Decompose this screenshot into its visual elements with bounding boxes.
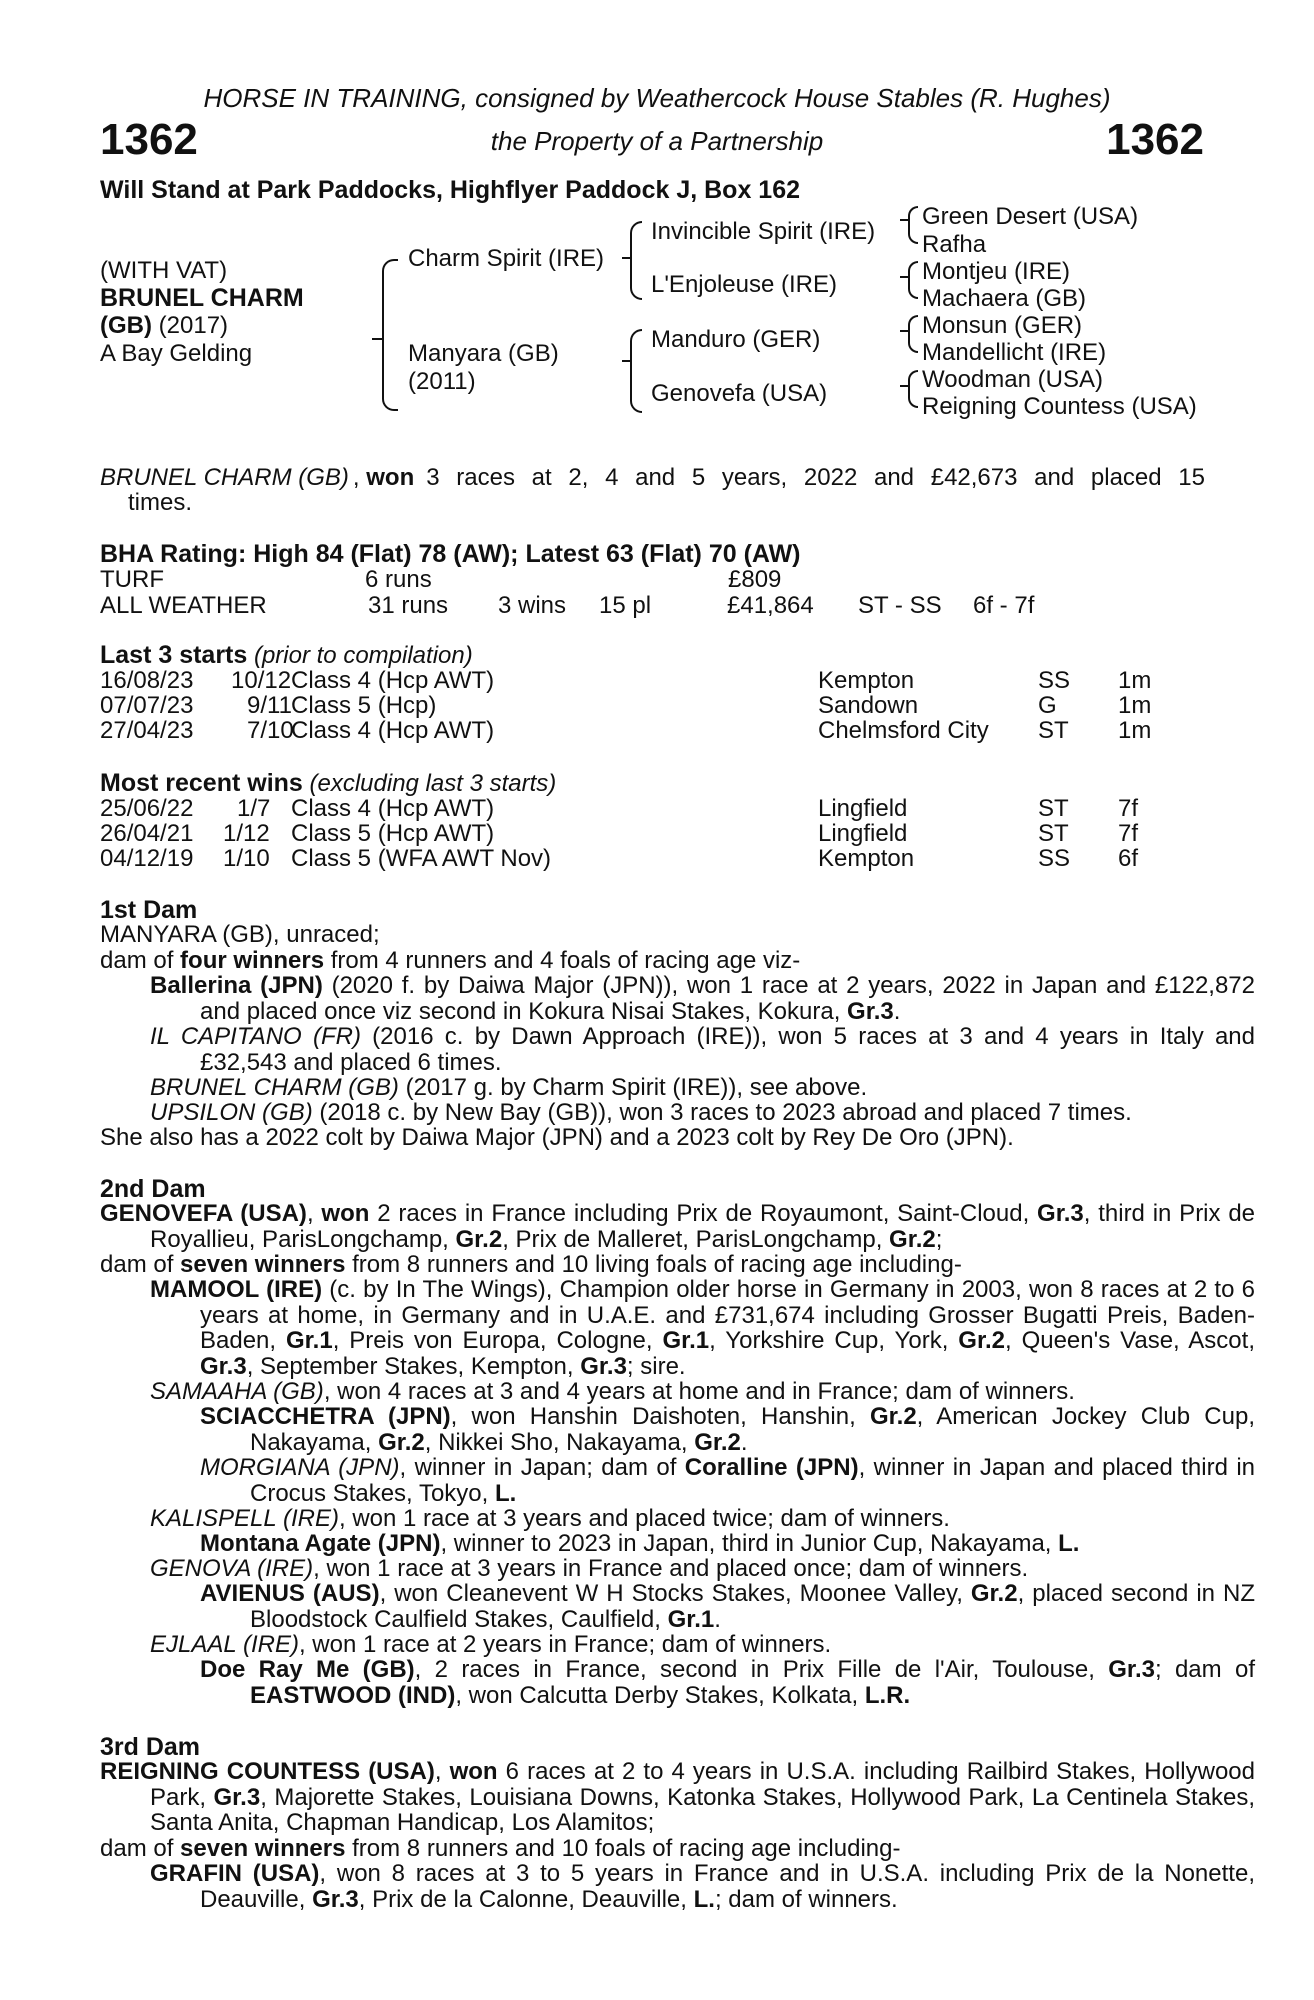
mo-l: L. <box>495 1479 517 1507</box>
ejl-name: EJLAAL (IRE) <box>150 1631 299 1658</box>
start-going: G <box>1038 692 1057 719</box>
start-going: SS <box>1038 667 1071 694</box>
table-row <box>100 821 1210 847</box>
turf-earnings: £809 <box>728 566 782 593</box>
mamool-name: MAMOOL (IRE) <box>150 1276 323 1303</box>
s-t3: , Nikkei Sho, Nakayama, <box>424 1428 695 1456</box>
start-class: Class 5 (Hcp) <box>291 692 437 719</box>
morg-name: MORGIANA (JPN) <box>200 1454 400 1481</box>
g-t3: , Prix de Malleret, ParisLongchamp, <box>502 1225 890 1253</box>
g-t2: , third in Prix de Royallieu, ParisLongchamp, <box>150 1200 1256 1253</box>
brunel-text: (2017 g. by Charm Spirit (IRE)), see above. <box>398 1074 868 1101</box>
lot-number-left: 1362 <box>100 115 198 164</box>
produce-kalispell <box>150 1506 950 1532</box>
mo-coralline: Coralline (JPN) <box>684 1454 859 1481</box>
mont-t1: , winner to 2023 in Japan, third in Junior Cup, Nakayama, <box>440 1530 1059 1557</box>
win-distance: 7f <box>1118 795 1139 822</box>
intro-c: from 4 runners and 4 foals of racing age viz- <box>324 947 801 974</box>
start-position: 10/12 <box>231 667 292 694</box>
avi-g1: Gr.2 <box>970 1580 1018 1607</box>
start-course: Kempton <box>818 667 915 694</box>
m-g5: Gr.3 <box>580 1352 627 1380</box>
d3-c: from 8 runners and 10 foals of racing age including- <box>345 1835 901 1862</box>
rc-g1: Gr.3 <box>213 1783 261 1811</box>
rc-t2: , Majorette Stakes, Louisiana Downs, Katonka Stakes, Hollywood Park, La Centinela Stakes, Santa Anita, Chapman Handicap, Los Alamitos; <box>150 1783 1255 1836</box>
win-going: ST <box>1038 820 1069 847</box>
wins-note: (excluding last 3 starts) <box>302 770 557 797</box>
last3-heading <box>100 642 473 669</box>
win-class: Class 5 (Hcp AWT) <box>291 820 495 847</box>
genovefa-name: GENOVEFA (USA) <box>100 1200 307 1227</box>
table-row <box>100 668 1210 694</box>
d2-a: dam of <box>100 1251 181 1278</box>
m-t1: (c. by In The Wings), Champion older horse in Germany in 2003, won 8 races at 2 to 6 years at home, in Germany and in U.A.E. and £731,674 including Grosser Bugatti Preis, Baden-Baden, <box>200 1276 1255 1354</box>
turf-surface: TURF <box>100 566 164 593</box>
brace-sire-top <box>630 221 642 260</box>
brace-main-bottom <box>382 339 398 411</box>
aw-wins: 3 wins <box>498 592 567 619</box>
start-going: ST <box>1038 717 1069 744</box>
genova-text: , won 1 race at 3 years in France and placed once; dam of winners. <box>313 1555 1029 1582</box>
doe-t2: ; dam of <box>1154 1656 1255 1683</box>
horse-name: BRUNEL CHARM <box>100 284 304 312</box>
gr-t3: ; dam of winners. <box>714 1885 898 1913</box>
turf-runs: 6 runs <box>365 566 432 593</box>
avi-g2: Gr.1 <box>667 1605 715 1633</box>
s-t4: . <box>740 1428 748 1456</box>
produce-morgiana <box>200 1455 1255 1506</box>
dam-year: (2011) <box>408 368 476 395</box>
d3-b: seven winners <box>180 1835 346 1862</box>
rc-name: REIGNING COUNTESS (USA) <box>100 1758 435 1785</box>
aw-going: ST - SS <box>858 592 942 619</box>
rc-t1: 6 races at 2 to 4 years in U.S.A. including Railbird Stakes, Hollywood Park, <box>150 1758 1255 1811</box>
summary-won: won <box>366 464 415 491</box>
mo-t2: , winner in Japan and placed third in Crocus Stakes, Tokyo, <box>250 1454 1256 1507</box>
brace-dd-tip <box>900 385 909 387</box>
ejl-text: , won 1 race at 2 years in France; dam of winners. <box>298 1631 832 1658</box>
sire-sire-sire: Green Desert (USA) <box>922 203 1139 230</box>
m-t3: , Yorkshire Cup, York, <box>709 1327 959 1354</box>
gr-l: L. <box>693 1885 715 1913</box>
brace-ds-bottom <box>908 331 918 353</box>
d2-c: from 8 runners and 10 living foals of racing age including- <box>345 1251 962 1278</box>
s-t1: , won Hanshin Daishoten, Hanshin, <box>450 1403 870 1430</box>
table-row <box>100 718 1210 744</box>
summary-rest <box>353 465 1205 491</box>
reigning-countess-record: REIGNING COUNTESS (USA), won 6 races at 2 to 4 years in U.S.A. including Railbird Stakes, Hollywood Park, Gr.3, Majorette Stakes, Louisiana Downs, Katonka Stakes, Hollywood Park, La Centinela Stakes, Santa Anita, Chapman Handicap, Los Alamitos; <box>100 1758 1255 1836</box>
brace-sire-tip <box>622 257 631 259</box>
win-position: 1/12 <box>223 820 270 847</box>
doe-t1: , 2 races in France, second in Prix Fille de l'Air, Toulouse, <box>414 1656 1109 1683</box>
s-g3: Gr.2 <box>694 1428 741 1456</box>
summary-horse-name: BRUNEL CHARM (GB) <box>100 464 349 491</box>
second-dam-produce-intro <box>100 1252 962 1278</box>
sire-dam-dam: Machaera (GB) <box>922 285 1087 312</box>
genova-name: GENOVA (IRE) <box>150 1555 314 1582</box>
horse-description: A Bay Gelding <box>100 340 253 367</box>
last3-title: Last 3 starts <box>100 641 248 669</box>
start-distance: 1m <box>1118 667 1152 694</box>
table-row <box>100 796 1210 822</box>
aw-earnings: £41,864 <box>727 592 814 619</box>
win-going: SS <box>1038 845 1071 872</box>
mont-l: L. <box>1058 1530 1080 1557</box>
m-g1: Gr.1 <box>285 1327 333 1354</box>
rc-won: won <box>441 1758 498 1785</box>
m-t2: , Preis von Europa, Cologne, <box>332 1327 663 1354</box>
stand-location: Will Stand at Park Paddocks, Highflyer Paddock J, Box 162 <box>100 176 800 204</box>
start-distance: 1m <box>1118 692 1152 719</box>
capitano-name: IL CAPITANO (FR) <box>150 1023 361 1050</box>
m-t4: , Queen's Vase, Ascot, <box>1004 1327 1255 1354</box>
brace-ds-tip <box>900 330 909 332</box>
third-dam-heading: 3rd Dam <box>100 1733 201 1761</box>
brace-dam-bottom <box>630 361 642 413</box>
start-date: 16/08/23 <box>100 667 194 694</box>
win-course: Lingfield <box>818 820 908 847</box>
brace-ss-bottom <box>908 220 918 244</box>
intro-winners: four winners <box>180 947 325 974</box>
dam-dam: Genovefa (USA) <box>651 380 828 407</box>
aw-runs: 31 runs <box>368 592 449 619</box>
avi-t1: , won Cleanevent W H Stocks Stakes, Moonee Valley, <box>379 1580 971 1607</box>
produce-genova <box>150 1556 1028 1582</box>
win-course: Kempton <box>818 845 915 872</box>
start-position: 7/10 <box>247 717 294 744</box>
win-course: Lingfield <box>818 795 908 822</box>
aw-record <box>100 593 1210 619</box>
brunel-name: BRUNEL CHARM (GB) <box>150 1074 399 1101</box>
produce-upsilon <box>150 1100 1132 1126</box>
produce-ejlaal <box>150 1632 831 1658</box>
produce-samaaha <box>150 1379 1075 1405</box>
third-dam-produce-intro <box>100 1836 900 1862</box>
g-gr2: Gr.2 <box>455 1225 503 1253</box>
capitano-text: (2016 c. by Dawn Approach (IRE)), won 5 races at 3 and 4 years in Italy and £32,543 and placed 6 times. <box>200 1023 1256 1076</box>
graf-name: GRAFIN (USA) <box>150 1860 320 1887</box>
gr-t1: , won 8 races at 3 to 5 years in France and in U.S.A. including Prix de la Nonette, Deauville, <box>200 1860 1255 1913</box>
summary-text: 3 races at 2, 4 and 5 years, 2022 and £42,673 and placed 15 <box>426 464 1205 491</box>
s-g1: Gr.2 <box>869 1403 917 1430</box>
win-distance: 6f <box>1118 845 1139 872</box>
start-date: 07/07/23 <box>100 692 194 719</box>
start-date: 27/04/23 <box>100 717 194 744</box>
dam-sire: Manduro (GER) <box>651 326 821 353</box>
m-g3: Gr.2 <box>958 1327 1005 1354</box>
produce-mamool <box>150 1277 1255 1379</box>
start-position: 9/11 <box>247 692 292 719</box>
gr-g1: Gr.3 <box>312 1885 359 1913</box>
start-class: Class 4 (Hcp AWT) <box>291 717 495 744</box>
first-dam-line: MANYARA (GB), unraced; <box>100 921 380 948</box>
lot-number-right: 1362 <box>1106 115 1204 164</box>
produce-montana-agate <box>200 1531 1079 1557</box>
gr-t2: , Prix de la Calonne, Deauville, <box>358 1885 694 1913</box>
horse-year: (2017) <box>151 312 229 339</box>
summary-line-2: times. <box>128 489 193 516</box>
sire-sire: Invincible Spirit (IRE) <box>651 218 876 245</box>
win-distance: 7f <box>1118 820 1139 847</box>
brace-sire-bottom <box>630 258 642 300</box>
avi-t3: . <box>714 1605 721 1633</box>
brace-sd-bottom <box>908 277 918 299</box>
start-distance: 1m <box>1118 717 1152 744</box>
dam-sire-dam: Mandellicht (IRE) <box>922 339 1107 366</box>
samaaha-name: SAMAAHA (GB) <box>150 1378 324 1405</box>
upsilon-text: (2018 c. by New Bay (GB)), won 3 races to 2023 abroad and placed 7 times. <box>312 1099 1132 1126</box>
m-t5: , September Stakes, Kempton, <box>246 1352 581 1380</box>
first-dam-produce-intro <box>100 948 800 974</box>
doe-eastwood: EASTWOOD (IND) <box>250 1681 456 1709</box>
dam-name: Manyara (GB) <box>408 340 559 367</box>
m-g2: Gr.1 <box>662 1327 710 1354</box>
ballerina-text: (2020 f. by Daiwa Major (JPN)), won 1 race at 2 years, 2022 in Japan and £122,872 and placed once viz second in Kokura Nisai Stakes, Kokura, <box>200 972 1256 1025</box>
first-dam-heading: 1st Dam <box>100 896 198 924</box>
dam-dam-dam: Reigning Countess (USA) <box>922 393 1197 420</box>
produce-sciacchetra <box>200 1404 1255 1455</box>
genovefa-record: GENOVEFA (USA), won 2 races in France including Prix de Royaumont, Saint-Cloud, Gr.3, third in Prix de Royallieu, ParisLongchamp, Gr.2, Prix de Malleret, ParisLongchamp, Gr.2; <box>100 1200 1256 1253</box>
s-t2: , American Jockey Club Cup, Nakayama, <box>250 1403 1255 1456</box>
genovefa-won: won <box>313 1200 370 1227</box>
produce-avienus <box>200 1581 1255 1632</box>
wins-heading <box>100 770 556 797</box>
intro-a: dam of <box>100 947 181 974</box>
summary-comma: , won <box>352 464 415 491</box>
last3-note: (prior to compilation) <box>247 642 473 669</box>
ballerina-end: . <box>893 997 901 1025</box>
samaaha-text: , won 4 races at 3 and 4 years at home and in France; dam of winners. <box>323 1378 1075 1405</box>
sire: Charm Spirit (IRE) <box>408 245 605 272</box>
summary-line-1 <box>100 465 1205 491</box>
aw-placed: 15 pl <box>599 592 652 619</box>
g-gr1: Gr.3 <box>1037 1200 1084 1227</box>
sire-sire-dam: Rafha <box>922 231 987 258</box>
sire-dam: L'Enjoleuse (IRE) <box>651 271 837 298</box>
win-date: 25/06/22 <box>100 795 194 822</box>
mont-name: Montana Agate (JPN) <box>200 1530 441 1557</box>
doe-g1: Gr.3 <box>1108 1656 1155 1683</box>
d2-b: seven winners <box>180 1251 346 1278</box>
m-g4: Gr.3 <box>200 1352 247 1380</box>
aw-distance: 6f - 7f <box>973 592 1035 619</box>
consignment-line: HORSE IN TRAINING, consigned by Weathercock House Stables (R. Hughes) <box>203 83 1111 113</box>
produce-ballerina <box>150 973 1255 1024</box>
vat-label: (WITH VAT) <box>100 257 228 284</box>
produce-doe-ray-me <box>200 1657 1255 1708</box>
doe-lr: L.R. <box>864 1681 911 1709</box>
property-line: the Property of a Partnership <box>490 126 824 156</box>
win-position: 1/10 <box>223 845 270 872</box>
rating-title: BHA Rating: High 84 (Flat) 78 (AW); Latest 63 (Flat) 70 (AW) <box>100 540 801 568</box>
ballerina-grade: Gr.3 <box>847 997 894 1025</box>
upsilon-name: UPSILON (GB) <box>150 1099 313 1126</box>
start-class: Class 4 (Hcp AWT) <box>291 667 495 694</box>
brace-dam-tip <box>622 360 631 362</box>
win-position: 1/7 <box>237 795 271 822</box>
start-course: Sandown <box>818 692 919 719</box>
horse-country-year <box>100 313 228 339</box>
kal-name: KALISPELL (IRE) <box>150 1505 339 1532</box>
brace-ss-tip <box>900 219 909 221</box>
avi-name: AVIENUS (AUS) <box>200 1580 380 1607</box>
g-t1: 2 races in France including Prix de Royaumont, Saint-Cloud, <box>369 1200 1038 1227</box>
brace-main-tip <box>372 338 383 340</box>
horse-country: (GB) <box>100 312 152 339</box>
aw-surface: ALL WEATHER <box>100 592 267 619</box>
d3-a: dam of <box>100 1835 181 1862</box>
g-gr3: Gr.2 <box>889 1225 936 1253</box>
doe-t3: , won Calcutta Derby Stakes, Kolkata, <box>455 1681 865 1709</box>
brace-dam-top <box>630 329 642 363</box>
mo-t1: , winner in Japan; dam of <box>399 1454 685 1481</box>
doe-name: Doe Ray Me (GB) <box>200 1656 415 1683</box>
wins-title: Most recent wins <box>100 769 303 797</box>
produce-il-capitano <box>150 1024 1255 1075</box>
brace-sd-tip <box>900 276 909 278</box>
brace-dd-bottom <box>908 386 918 408</box>
start-course: Chelmsford City <box>818 717 989 744</box>
produce-also: She also has a 2022 colt by Daiwa Major (JPN) and a 2023 colt by Rey De Oro (JPN). <box>100 1124 1014 1151</box>
dam-sire-sire: Monsun (GER) <box>922 312 1083 339</box>
m-t6: ; sire. <box>626 1352 686 1380</box>
produce-brunel-charm <box>150 1075 867 1101</box>
sciac-name: SCIACCHETRA (JPN) <box>200 1403 451 1430</box>
turf-record <box>100 567 1210 593</box>
table-row <box>100 846 1210 872</box>
brace-main-top <box>382 259 398 341</box>
win-date: 26/04/21 <box>100 820 194 847</box>
win-going: ST <box>1038 795 1069 822</box>
sire-dam-sire: Montjeu (IRE) <box>922 258 1071 285</box>
second-dam-heading: 2nd Dam <box>100 1175 206 1203</box>
win-class: Class 4 (Hcp AWT) <box>291 795 495 822</box>
avi-t2: , placed second in NZ Bloodstock Caulfield Stakes, Caulfield, <box>250 1580 1256 1633</box>
g-t4: ; <box>935 1225 943 1253</box>
produce-grafin <box>150 1861 1255 1912</box>
ballerina-name: Ballerina (JPN) <box>150 972 323 999</box>
table-row <box>100 693 1210 719</box>
dam-dam-sire: Woodman (USA) <box>922 366 1103 393</box>
win-class: Class 5 (WFA AWT Nov) <box>291 845 552 872</box>
win-date: 04/12/19 <box>100 845 194 872</box>
s-g2: Gr.2 <box>378 1428 425 1456</box>
kal-text: , won 1 race at 3 years and placed twice; dam of winners. <box>338 1505 950 1532</box>
